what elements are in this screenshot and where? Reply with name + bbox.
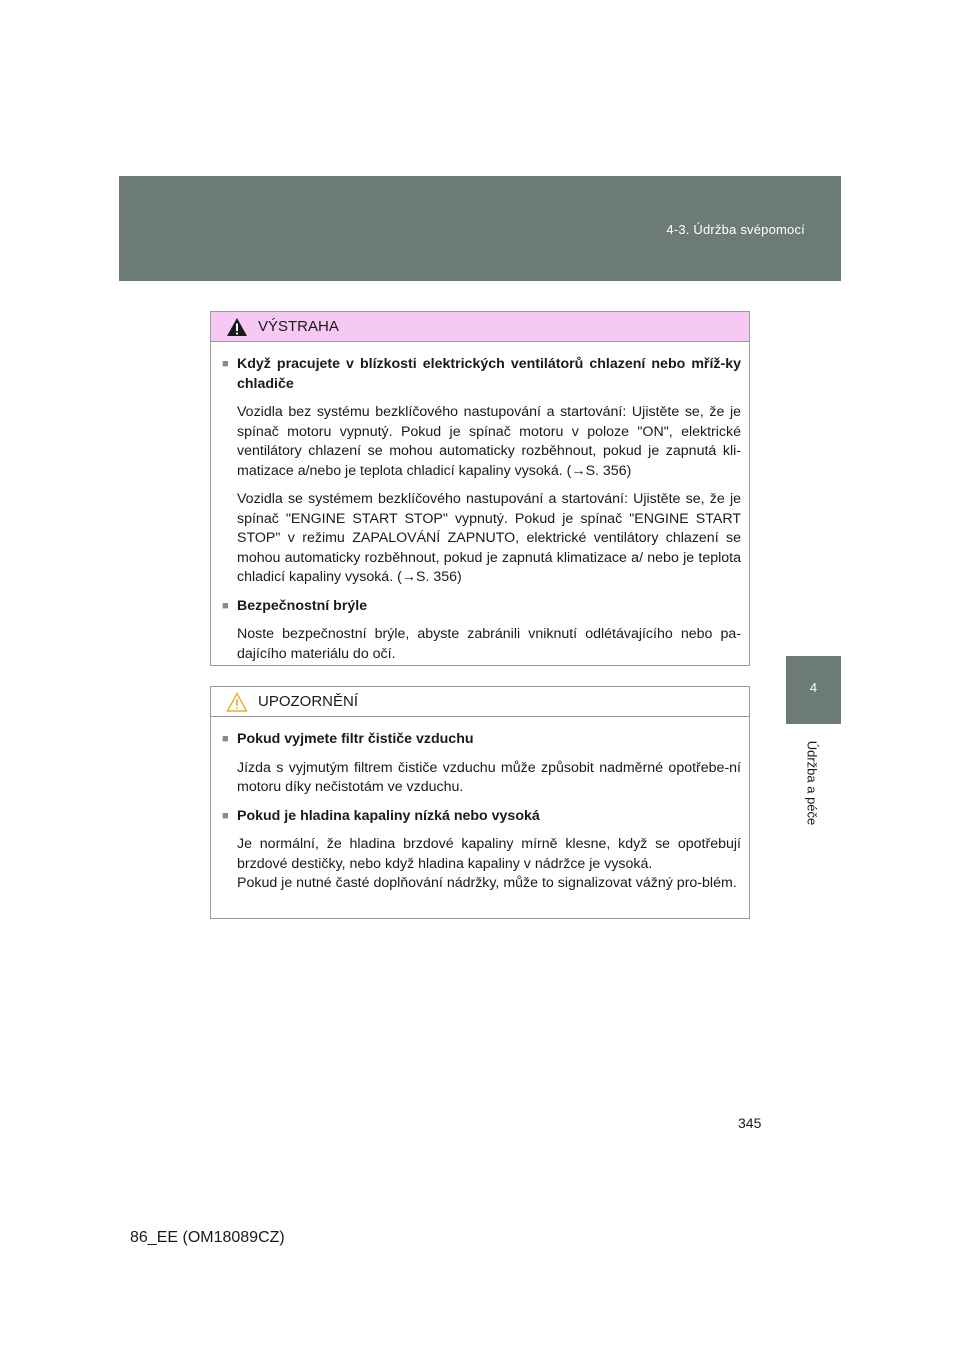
caution-paragraph: Jízda s vyjmutým filtrem čističe vzduchu může způsobit nadměrné opotřebe-ní motoru díky nečistotám ve vzduchu. (237, 759, 741, 795)
page-number: 345 (738, 1115, 762, 1131)
chapter-label: Údržba a péče (804, 740, 820, 826)
warning-item-heading: ■ Když pracujete v blízkosti elektrických ventilátorů chlazení nebo mříž-ky chladiče (222, 355, 741, 394)
section-header-band (119, 176, 841, 281)
square-bullet-icon: ■ (222, 809, 229, 822)
chapter-number: 4 (809, 680, 818, 695)
caution-title: UPOZORNĚNÍ (258, 693, 359, 710)
chapter-tab (786, 656, 841, 724)
document-code: 86_EE (OM18089CZ) (130, 1229, 285, 1246)
caution-item-heading: ■ Pokud vyjmete filtr čističe vzduchu (222, 730, 741, 750)
square-bullet-icon: ■ (222, 599, 229, 612)
chapter-label-vertical (801, 728, 823, 838)
caution-body (211, 717, 749, 908)
warning-paragraph: Noste bezpečnostní brýle, abyste zabránili vniknutí odlétávajícího nebo pa-dajícího materiálu do očí. (237, 626, 741, 662)
section-title: 4-3. Údržba svépomocí (666, 222, 805, 237)
warning-triangle-icon (226, 317, 248, 337)
square-bullet-icon: ■ (222, 733, 229, 745)
caution-paragraph: Je normální, že hladina brzdové kapaliny mírně klesne, když se opotřebují brzdové destičky, nebo když hladina kapaliny v nádržce je vysoká. (237, 836, 741, 872)
warning-paragraph: Vozidla bez systému bezklíčového nastupování a startování: Ujistěte se, že je spínač motoru vypnutý. Pokud je spínač motoru v poloze "ON", elektrické ventilátory chlazení se mohou automaticky rozběhnout, pokud je zapnutá kli-matizace a/nebo je teplota chladicí kapaliny vysoká. (→S. 356) (237, 404, 741, 479)
warning-body (211, 342, 749, 678)
caution-header (211, 687, 749, 717)
caution-box (210, 686, 750, 919)
warning-title: VÝSTRAHA (258, 318, 339, 335)
warning-header (211, 312, 749, 342)
caution-triangle-outline-icon (226, 692, 248, 712)
warning-item-heading: ■ Bezpečnostní brýle (222, 597, 741, 617)
warning-paragraph: Vozidla se systémem bezklíčového nastupování a startování: Ujistěte se, že je spínač "ENGINE START STOP" vypnutý. Pokud je spínač "ENGINE START STOP" v režimu ZAPALOVÁNÍ ZAPNUTO, elektrické ventilátory chlazení se mohou automaticky rozběhnout, pokud je zapnutá klimatizace a/ nebo je teplota chladicí kapaliny vysoká. (→S. 356) (237, 491, 741, 585)
square-bullet-icon: ■ (222, 358, 229, 370)
caution-item-heading: ■ Pokud je hladina kapaliny nízká nebo vysoká (222, 807, 741, 827)
caution-paragraph: Pokud je nutné časté doplňování nádržky, může to signalizovat vážný pro-blém. (237, 875, 737, 891)
warning-box (210, 311, 750, 666)
